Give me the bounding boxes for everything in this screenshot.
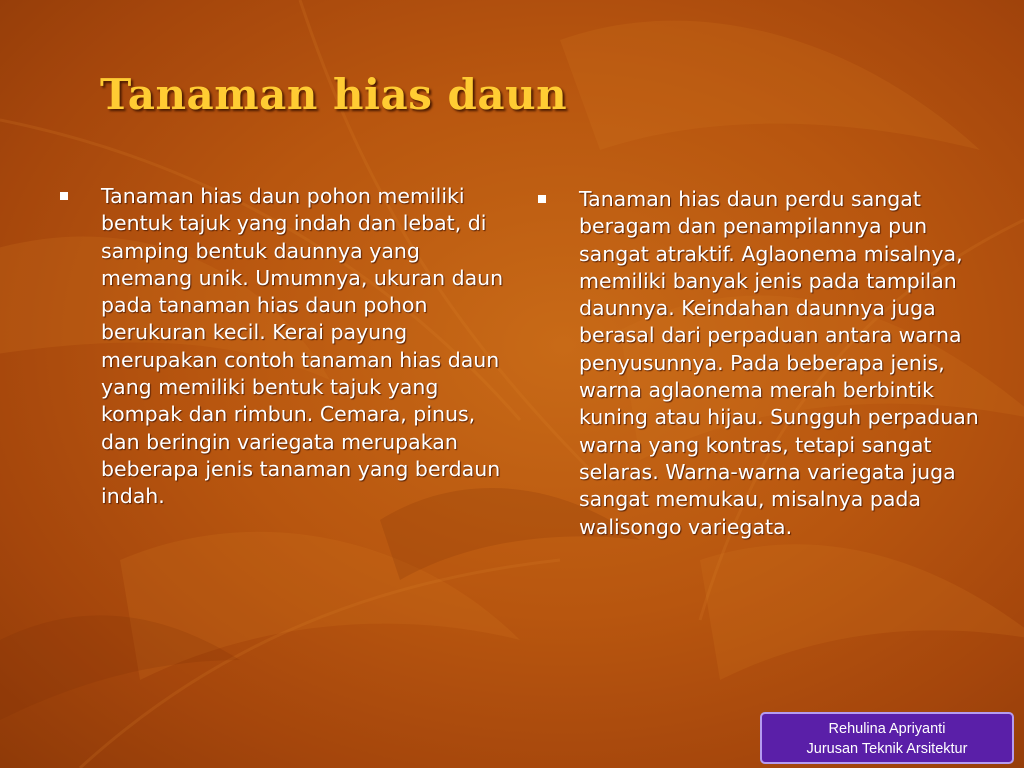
author-name: Rehulina Apriyanti: [828, 721, 946, 737]
square-bullet-icon: [60, 192, 68, 200]
left-column: [60, 183, 512, 511]
right-bullet-text: Tanaman hias daun perdu sangat beragam dan penampilannya pun sangat atraktif. Aglaonema misalnya, memiliki banyak jenis pada tampilan daunnya. Keindahan daunnya juga berasal dari perpaduan antara warna penyusunnya. Pada beberapa jenis, warna aglaonema merah berbintik kuning atau hijau. Sungguh perpaduan warna yang kontras, tetapi sangat selaras. Warna-warna variegata juga sangat memukau, misalnya pada walisongo variegata.: [579, 187, 979, 539]
slide-title: Tanaman hias daun: [100, 70, 568, 119]
square-bullet-icon: [538, 195, 546, 203]
right-column: [538, 186, 990, 541]
left-bullet-item: [60, 183, 512, 511]
right-bullet-item: [538, 186, 990, 541]
left-bullet-text: Tanaman hias daun pohon memiliki bentuk tajuk yang indah dan lebat, di samping bentuk daunnya yang memang unik. Umumnya, ukuran daun pada tanaman hias daun pohon berukuran kecil. Kerai payung merupakan contoh tanaman hias daun yang memiliki bentuk tajuk yang kompak dan rimbun. Cemara, pinus, dan beringin variegata merupakan beberapa jenis tanaman yang berdaun indah.: [101, 184, 504, 509]
author-department: Jurusan Teknik Arsitektur: [806, 741, 968, 757]
author-footer-box: [760, 712, 1014, 764]
